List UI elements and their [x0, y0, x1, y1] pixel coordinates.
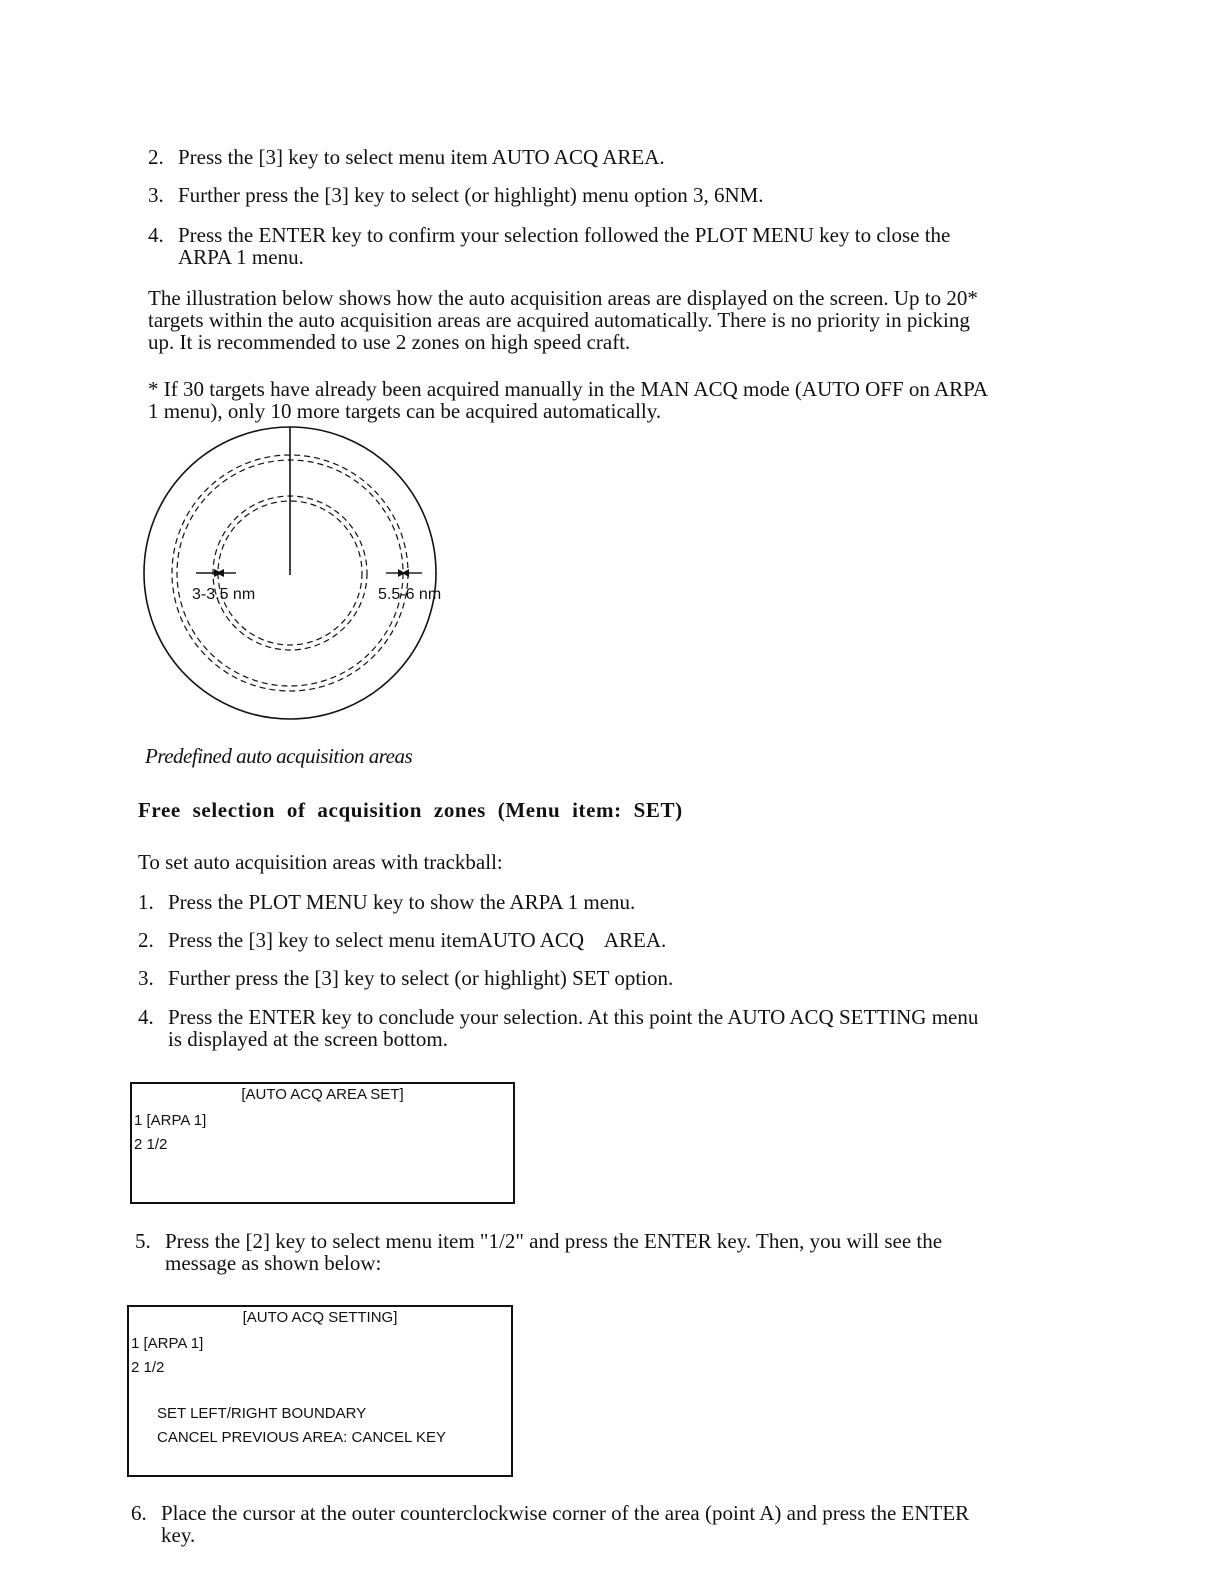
step-text: Place the cursor at the outer counterclockwise corner of the area (point A) and press the ENTER [161, 1501, 970, 1525]
step-text: Further press the [3] key to select (or highlight) SET option. [168, 966, 674, 990]
paragraph-line: up. It is recommended to use 2 zones on high speed craft. [148, 330, 631, 354]
step-number: 1. [138, 890, 154, 914]
step-text: Press the PLOT MENU key to show the ARPA 1 menu. [168, 890, 636, 914]
step-number: 6. [131, 1501, 147, 1525]
step-text-continued: key. [161, 1523, 196, 1547]
step-text: Press the ENTER key to confirm your selection followed the PLOT MENU key to close the [178, 223, 951, 247]
step-number: 3. [148, 183, 164, 207]
menu-message-boundary: SET LEFT/RIGHT BOUNDARY [157, 1405, 367, 1422]
step-number: 4. [148, 223, 164, 247]
step-text-continued: is displayed at the screen bottom. [168, 1027, 448, 1051]
intro-text: To set auto acquisition areas with trackball: [138, 850, 503, 874]
inner-zone-label: 3-3.5 nm [192, 586, 256, 603]
step-text: Press the ENTER key to conclude your selection. At this point the AUTO ACQ SETTING menu [168, 1005, 979, 1029]
auto-acquisition-diagram [130, 425, 470, 735]
auto-acq-area-set-menu [130, 1082, 515, 1204]
step-2-top [148, 146, 665, 168]
arrowhead [216, 569, 224, 577]
step-2-bottom [138, 929, 666, 951]
step-6 [131, 1502, 969, 1546]
step-text: Further press the [3] key to select (or highlight) menu option 3, 6NM. [178, 183, 764, 207]
paragraph-auto-acquisition [148, 287, 978, 353]
paragraph-line: 1 menu), only 10 more targets can be acquired automatically. [148, 399, 662, 423]
section-heading: Free selection of acquisition zones (Menu item: SET) [138, 798, 683, 822]
step-3-top [148, 184, 764, 206]
step-text-continued: ARPA 1 menu. [178, 245, 304, 269]
step-text: Press the [3] key to select menu item AUTO ACQ AREA. [178, 145, 665, 169]
step-number: 5. [135, 1229, 151, 1253]
menu-item-half: 2 1/2 [134, 1136, 168, 1153]
menu-item-arpa1: 1 [ARPA 1] [131, 1335, 204, 1352]
step-5 [135, 1230, 942, 1274]
step-number: 2. [138, 928, 154, 952]
step-number: 4. [138, 1005, 154, 1029]
paragraph-line: targets within the auto acquisition areas are acquired automatically. There is no priority in picking [148, 308, 970, 332]
step-text: Press the [2] key to select menu item "1/2" and press the ENTER key. Then, you will see the [165, 1229, 943, 1253]
step-text: Press the [3] key to select menu itemAUTO ACQ AREA. [168, 928, 667, 952]
paragraph-line: The illustration below shows how the auto acquisition areas are displayed on the screen. Up to 20* [148, 286, 978, 310]
menu-title: [AUTO ACQ SETTING] [242, 1309, 398, 1326]
menu-item-half: 2 1/2 [131, 1359, 165, 1376]
step-number: 2. [148, 145, 164, 169]
step-4-bottom [138, 1006, 978, 1050]
step-text-continued: message as shown below: [165, 1251, 382, 1275]
step-number: 3. [138, 966, 154, 990]
step-1-bottom [138, 891, 635, 913]
paragraph-footnote [148, 378, 988, 422]
step-3-bottom [138, 967, 673, 989]
auto-acq-setting-menu [127, 1305, 513, 1477]
menu-item-arpa1: 1 [ARPA 1] [134, 1112, 207, 1129]
outer-zone-label: 5.5-6 nm [378, 586, 442, 603]
step-4-top [148, 224, 950, 268]
menu-message-cancel: CANCEL PREVIOUS AREA: CANCEL KEY [157, 1429, 446, 1446]
menu-title: [AUTO ACQ AREA SET] [241, 1086, 404, 1103]
figure-caption: Predefined auto acquisition areas [145, 744, 413, 768]
paragraph-line: * If 30 targets have already been acquired manually in the MAN ACQ mode (AUTO OFF on ARPA [148, 377, 989, 401]
